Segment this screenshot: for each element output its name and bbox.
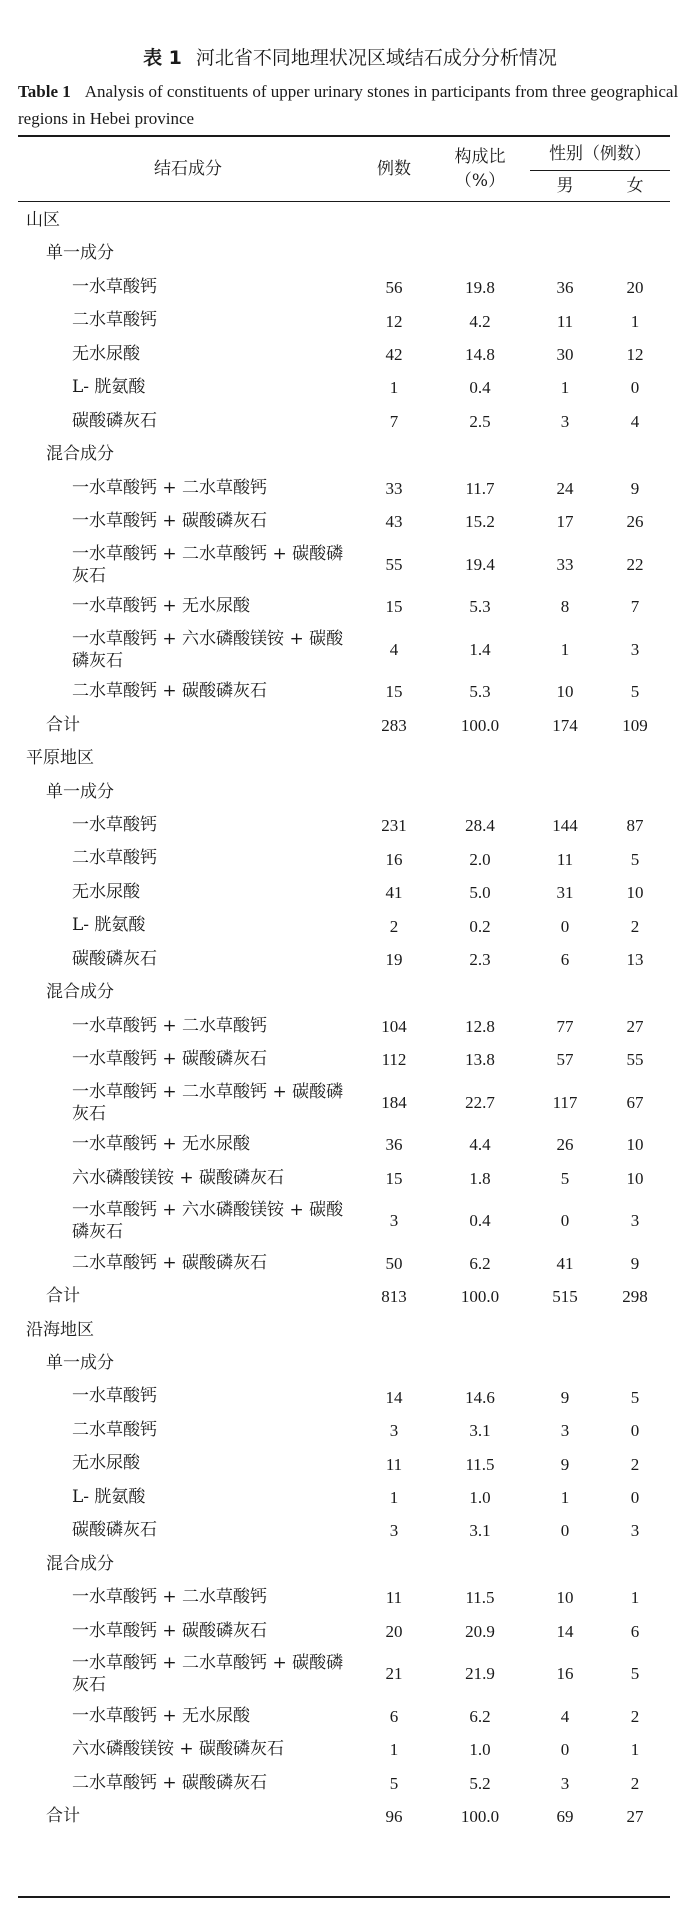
cell-female: 5 (630, 1664, 640, 1684)
cell-ratio: 1.0 (469, 1488, 491, 1508)
cell-male: 3 (560, 1773, 570, 1793)
cell-male: 5 (560, 1168, 570, 1188)
component-label: L- 胱氨酸 (72, 915, 146, 936)
cell-cases: 1 (389, 378, 399, 398)
cell-cases: 5 (389, 1773, 399, 1793)
cell-male: 41 (556, 1253, 574, 1273)
cell-female: 10 (626, 1168, 644, 1188)
cell-cases: 15 (385, 1168, 403, 1188)
cell-ratio: 1.0 (469, 1740, 491, 1760)
bottom-rule (18, 1896, 670, 1898)
cell-female: 20 (626, 278, 644, 298)
component-label: 一水草酸钙 (72, 1386, 157, 1407)
cell-female: 0 (630, 378, 640, 398)
cell-male: 69 (556, 1807, 574, 1827)
cell-male: 36 (556, 278, 574, 298)
cell-female: 2 (630, 916, 640, 936)
header-female: 女 (626, 176, 644, 196)
cell-ratio: 2.5 (469, 411, 491, 431)
cell-female: 3 (630, 1521, 640, 1541)
cell-cases: 11 (385, 1454, 403, 1474)
group-label: 合计 (46, 714, 80, 735)
header-ratio-line1: 构成比 (454, 147, 506, 167)
cell-female: 5 (630, 1387, 640, 1407)
cell-ratio: 0.4 (469, 378, 491, 398)
cell-cases: 16 (385, 849, 403, 869)
cell-male: 1 (560, 1488, 570, 1508)
cell-ratio: 0.2 (469, 916, 491, 936)
component-label: 一水草酸钙 + 二水草酸钙 (72, 477, 268, 498)
cell-cases: 1 (389, 1740, 399, 1760)
cell-male: 17 (556, 512, 574, 532)
cell-female: 1 (630, 1588, 640, 1608)
table-caption-en (18, 78, 688, 132)
component-label: 一水草酸钙 + 二水草酸钙 (72, 1587, 268, 1608)
cell-male: 9 (560, 1387, 570, 1407)
group-label: 单一成分 (46, 781, 114, 802)
component-label: 一水草酸钙 + 无水尿酸 (72, 596, 251, 617)
cell-cases: 15 (385, 597, 403, 617)
cell-cases: 55 (385, 554, 403, 574)
cell-cases: 43 (385, 512, 403, 532)
cell-female: 109 (622, 715, 648, 735)
cell-cases: 42 (385, 345, 403, 365)
cell-cases: 19 (385, 949, 403, 969)
cell-male: 0 (560, 916, 570, 936)
cell-ratio: 11.7 (465, 478, 495, 498)
header-rule (18, 201, 670, 202)
cell-male: 30 (556, 345, 574, 365)
component-label: 一水草酸钙 + 二水草酸钙 + 碳酸磷灰石 (72, 1653, 344, 1696)
header-gender: 性别（例数） (549, 144, 651, 164)
cell-cases: 21 (385, 1664, 403, 1684)
component-label: 一水草酸钙 + 二水草酸钙 + 碳酸磷灰石 (72, 543, 344, 586)
cell-cases: 4 (389, 639, 399, 659)
component-label: 碳酸磷灰石 (72, 1520, 157, 1541)
cell-male: 24 (556, 478, 574, 498)
cell-cases: 7 (389, 411, 399, 431)
cell-cases: 112 (381, 1050, 407, 1070)
cell-male: 9 (560, 1454, 570, 1474)
cell-ratio: 22.7 (465, 1092, 495, 1112)
cell-male: 144 (552, 816, 578, 836)
cell-ratio: 5.2 (469, 1773, 491, 1793)
component-label: 一水草酸钙 + 六水磷酸镁铵 + 碳酸磷灰石 (72, 1200, 344, 1243)
cell-male: 77 (556, 1016, 574, 1036)
cell-cases: 3 (389, 1421, 399, 1441)
cell-cases: 2 (389, 916, 399, 936)
cell-ratio: 21.9 (465, 1664, 495, 1684)
cell-female: 2 (630, 1706, 640, 1726)
cell-ratio: 4.2 (469, 311, 491, 331)
cell-ratio: 5.3 (469, 682, 491, 702)
cell-male: 10 (556, 1588, 574, 1608)
caption-cn-label: 表 1 (143, 47, 182, 69)
cell-male: 26 (556, 1135, 574, 1155)
cell-male: 1 (560, 378, 570, 398)
header-ratio-line2: （%） (454, 171, 506, 191)
cell-cases: 36 (385, 1135, 403, 1155)
header-cases: 例数 (377, 159, 411, 179)
component-label: 一水草酸钙 + 无水尿酸 (72, 1134, 251, 1155)
cell-cases: 14 (385, 1387, 403, 1407)
cell-male: 4 (560, 1706, 570, 1726)
cell-female: 298 (622, 1287, 648, 1307)
cell-cases: 11 (385, 1588, 403, 1608)
cell-ratio: 100.0 (460, 1807, 500, 1827)
cell-ratio: 20.9 (465, 1621, 495, 1641)
header-component: 结石成分 (154, 159, 222, 179)
cell-male: 174 (552, 715, 578, 735)
cell-male: 33 (556, 554, 574, 574)
component-label: 六水磷酸镁铵 + 碳酸磷灰石 (72, 1167, 285, 1188)
cell-ratio: 100.0 (460, 715, 500, 735)
cell-female: 0 (630, 1421, 640, 1441)
cell-cases: 50 (385, 1253, 403, 1273)
group-label: 合计 (46, 1286, 80, 1307)
cell-ratio: 3.1 (469, 1421, 491, 1441)
cell-ratio: 15.2 (465, 512, 495, 532)
cell-female: 4 (630, 411, 640, 431)
component-label: 一水草酸钙 + 碳酸磷灰石 (72, 1049, 268, 1070)
cell-female: 10 (626, 883, 644, 903)
group-label: 混合成分 (46, 444, 114, 465)
cell-male: 0 (560, 1521, 570, 1541)
cell-male: 515 (552, 1287, 578, 1307)
cell-ratio: 6.2 (469, 1253, 491, 1273)
cell-ratio: 11.5 (465, 1588, 495, 1608)
cell-ratio: 6.2 (469, 1706, 491, 1726)
component-label: 二水草酸钙 + 碳酸磷灰石 (72, 1252, 268, 1273)
caption-en-label: Table 1 (18, 82, 71, 101)
cell-cases: 12 (385, 311, 403, 331)
cell-female: 22 (626, 554, 644, 574)
caption-en-text: Analysis of constituents of upper urinary stones in participants from three geographical regions in Hebei province (18, 82, 679, 128)
cell-female: 7 (630, 597, 640, 617)
component-label: 二水草酸钙 + 碳酸磷灰石 (72, 681, 268, 702)
cell-female: 6 (630, 1621, 640, 1641)
cell-ratio: 28.4 (465, 816, 495, 836)
group-label: 单一成分 (46, 1353, 114, 1373)
region-label: 山区 (26, 210, 60, 230)
cell-cases: 813 (381, 1287, 407, 1307)
cell-female: 27 (626, 1807, 644, 1827)
component-label: 一水草酸钙 + 二水草酸钙 (72, 1015, 268, 1036)
cell-ratio: 1.4 (469, 639, 491, 659)
component-label: 一水草酸钙 (72, 814, 157, 835)
cell-male: 3 (560, 1421, 570, 1441)
cell-cases: 41 (385, 883, 403, 903)
cell-female: 3 (630, 1211, 640, 1231)
cell-male: 10 (556, 682, 574, 702)
cell-male: 0 (560, 1211, 570, 1231)
component-label: L- 胱氨酸 (72, 1486, 146, 1507)
cell-male: 57 (556, 1050, 574, 1070)
cell-cases: 184 (381, 1092, 407, 1112)
cell-female: 87 (626, 816, 644, 836)
component-label: 二水草酸钙 (72, 1419, 157, 1440)
cell-cases: 283 (381, 715, 407, 735)
cell-male: 6 (560, 949, 570, 969)
component-label: 碳酸磷灰石 (72, 410, 157, 431)
cell-female: 55 (626, 1050, 644, 1070)
cell-female: 1 (630, 311, 640, 331)
cell-ratio: 19.4 (465, 554, 495, 574)
cell-female: 12 (626, 345, 644, 365)
table-caption-cn (0, 46, 700, 70)
cell-female: 13 (626, 949, 644, 969)
cell-female: 5 (630, 849, 640, 869)
component-label: 无水尿酸 (72, 343, 140, 364)
cell-cases: 33 (385, 478, 403, 498)
header-male: 男 (556, 176, 574, 196)
cell-male: 0 (560, 1740, 570, 1760)
cell-cases: 1 (389, 1488, 399, 1508)
component-label: 碳酸磷灰石 (72, 948, 157, 969)
cell-male: 117 (552, 1092, 578, 1112)
cell-ratio: 4.4 (469, 1135, 491, 1155)
cell-male: 1 (560, 639, 570, 659)
group-label: 混合成分 (46, 982, 114, 1003)
cell-cases: 20 (385, 1621, 403, 1641)
cell-cases: 15 (385, 682, 403, 702)
group-label: 合计 (46, 1806, 80, 1826)
cell-male: 16 (556, 1664, 574, 1684)
cell-female: 9 (630, 478, 640, 498)
cell-cases: 3 (389, 1211, 399, 1231)
component-label: L- 胱氨酸 (72, 377, 146, 398)
region-label: 平原地区 (26, 748, 94, 769)
top-rule (18, 135, 670, 137)
cell-cases: 231 (381, 816, 407, 836)
cell-ratio: 5.3 (469, 597, 491, 617)
cell-ratio: 12.8 (465, 1016, 495, 1036)
cell-cases: 3 (389, 1521, 399, 1541)
cell-ratio: 14.8 (465, 345, 495, 365)
cell-ratio: 3.1 (469, 1521, 491, 1541)
cell-female: 27 (626, 1016, 644, 1036)
component-label: 二水草酸钙 + 碳酸磷灰石 (72, 1772, 268, 1793)
cell-ratio: 1.8 (469, 1168, 491, 1188)
cell-female: 10 (626, 1135, 644, 1155)
cell-cases: 104 (381, 1016, 407, 1036)
cell-male: 11 (556, 849, 574, 869)
cell-female: 2 (630, 1454, 640, 1474)
group-label: 单一成分 (46, 243, 114, 264)
cell-ratio: 2.0 (469, 849, 491, 869)
cell-ratio: 14.6 (465, 1387, 495, 1407)
component-label: 一水草酸钙 + 无水尿酸 (72, 1705, 251, 1726)
cell-ratio: 11.5 (465, 1454, 495, 1474)
cell-female: 0 (630, 1488, 640, 1508)
cell-ratio: 13.8 (465, 1050, 495, 1070)
component-label: 二水草酸钙 (72, 310, 157, 331)
component-label: 六水磷酸镁铵 + 碳酸磷灰石 (72, 1739, 285, 1760)
cell-ratio: 5.0 (469, 883, 491, 903)
cell-female: 5 (630, 682, 640, 702)
cell-female: 1 (630, 1740, 640, 1760)
cell-cases: 56 (385, 278, 403, 298)
gender-subrule (530, 170, 670, 171)
cell-ratio: 0.4 (469, 1211, 491, 1231)
component-label: 无水尿酸 (72, 1453, 140, 1474)
cell-ratio: 19.8 (465, 278, 495, 298)
cell-female: 26 (626, 512, 644, 532)
cell-male: 14 (556, 1621, 574, 1641)
cell-male: 11 (556, 311, 574, 331)
cell-male: 3 (560, 411, 570, 431)
cell-male: 31 (556, 883, 574, 903)
region-label: 沿海地区 (26, 1319, 94, 1340)
caption-cn-text: 河北省不同地理状况区域结石成分分析情况 (195, 47, 557, 69)
group-label: 混合成分 (46, 1553, 114, 1574)
cell-female: 9 (630, 1253, 640, 1273)
component-label: 一水草酸钙 (72, 276, 157, 297)
component-label: 一水草酸钙 + 碳酸磷灰石 (72, 1620, 268, 1641)
component-label: 二水草酸钙 (72, 848, 157, 869)
cell-ratio: 2.3 (469, 949, 491, 969)
component-label: 一水草酸钙 + 六水磷酸镁铵 + 碳酸磷灰石 (72, 628, 344, 671)
cell-cases: 96 (385, 1807, 403, 1827)
cell-ratio: 100.0 (460, 1287, 500, 1307)
component-label: 无水尿酸 (72, 881, 140, 902)
cell-male: 8 (560, 597, 570, 617)
cell-female: 67 (626, 1092, 644, 1112)
cell-female: 2 (630, 1773, 640, 1793)
component-label: 一水草酸钙 + 碳酸磷灰石 (72, 511, 268, 532)
component-label: 一水草酸钙 + 二水草酸钙 + 碳酸磷灰石 (72, 1081, 344, 1124)
cell-cases: 6 (389, 1706, 399, 1726)
cell-female: 3 (630, 639, 640, 659)
